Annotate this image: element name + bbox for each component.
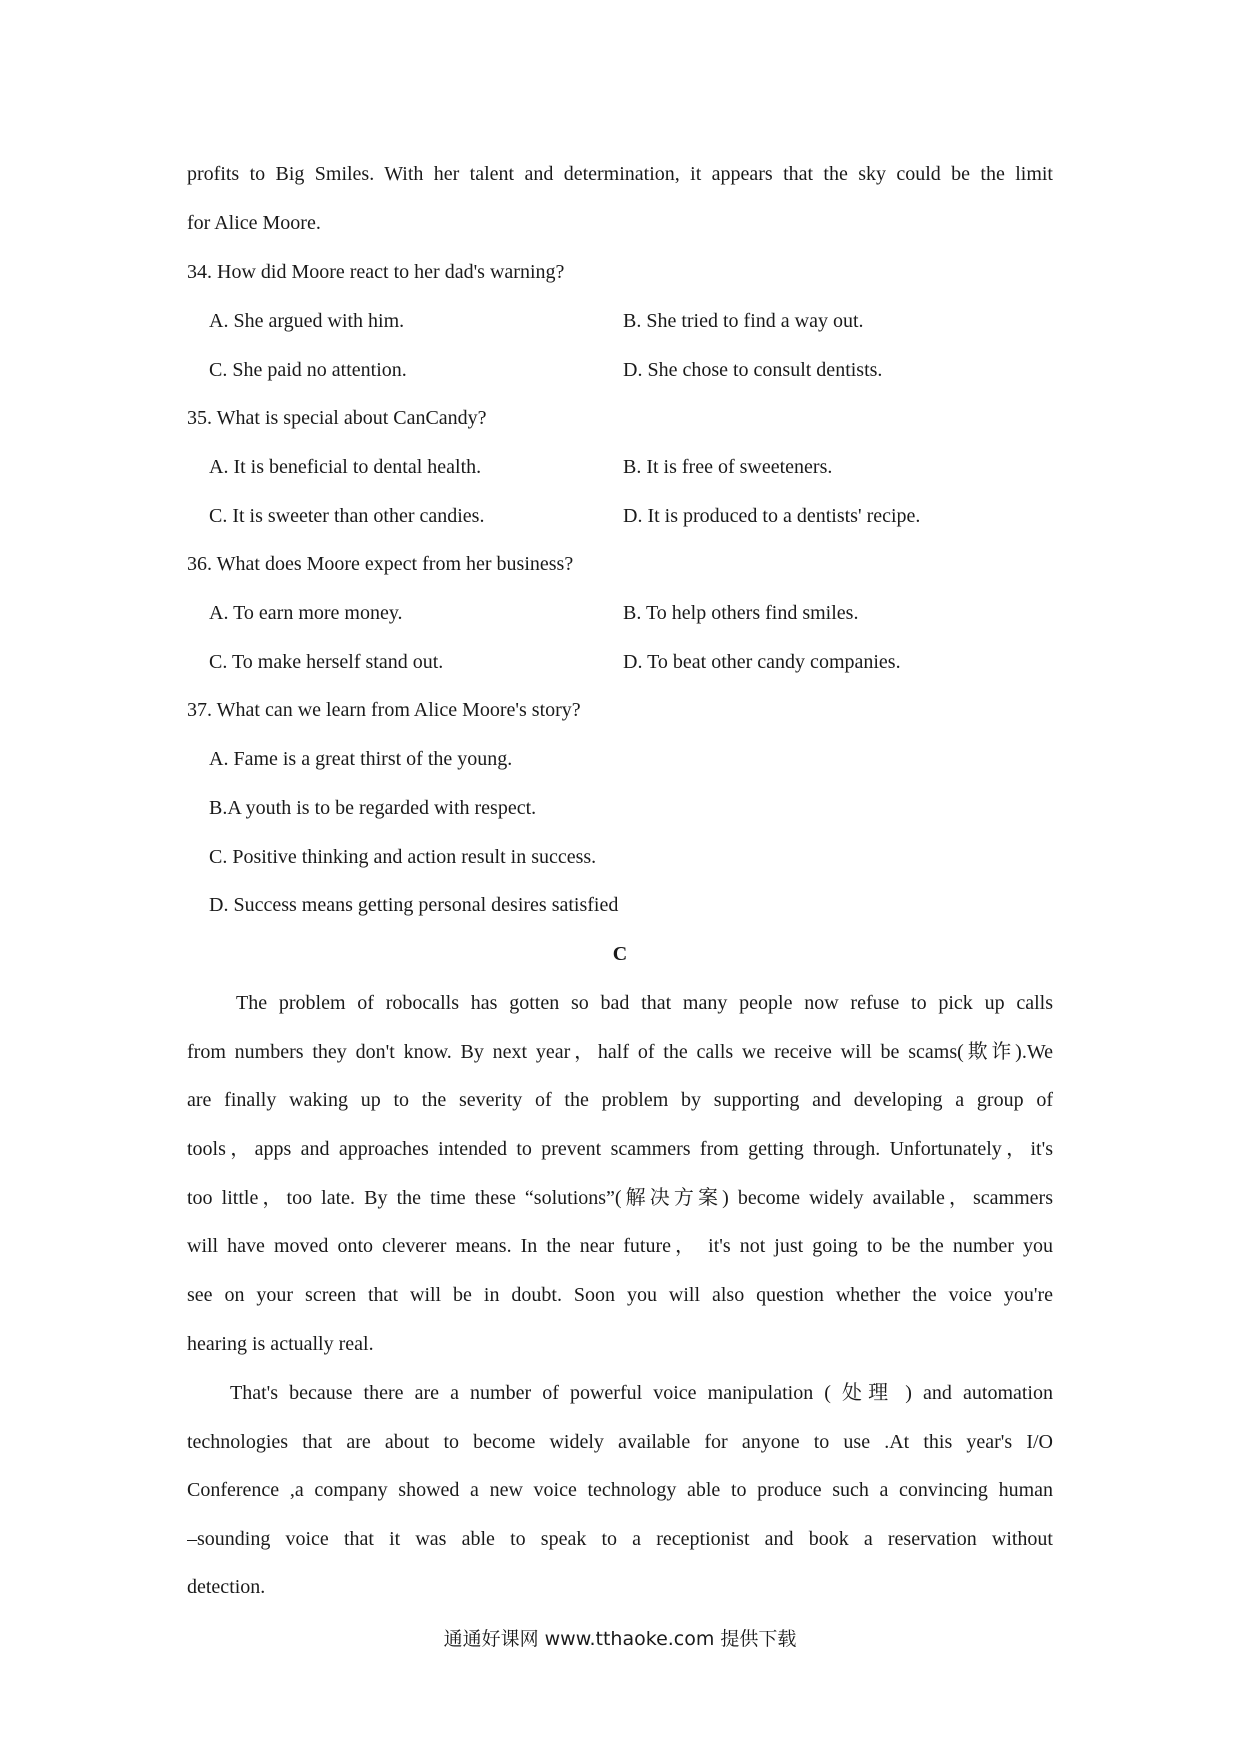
option-b: B. It is free of sweeteners.	[623, 456, 833, 478]
option-d: D. Success means getting personal desires satisfied	[209, 894, 619, 916]
paragraph-line: tools，apps and approaches intended to prevent scammers from getting through. Unfortunately，it's	[187, 1138, 1053, 1160]
paragraph-line: from numbers they don't know. By next year，half of the calls we receive will be scams(欺诈).We	[187, 1041, 1053, 1063]
option-a: A. It is beneficial to dental health.	[209, 456, 482, 478]
option-a: A. Fame is a great thirst of the young.	[209, 748, 513, 770]
paragraph-line: The problem of robocalls has gotten so bad that many people now refuse to pick up calls	[236, 992, 1053, 1014]
paragraph-line: are finally waking up to the severity of the problem by supporting and developing a group of	[187, 1089, 1053, 1111]
option-b: B.A youth is to be regarded with respect.	[209, 797, 537, 819]
footer-source: 通通好课网 www.tthaoke.com 提供下载	[443, 1628, 797, 1650]
passage-b-line: for Alice Moore.	[187, 212, 321, 234]
option-a: A. To earn more money.	[209, 602, 403, 624]
option-d: D. It is produced to a dentists' recipe.	[623, 505, 921, 527]
paragraph-line: see on your screen that will be in doubt. Soon you will also question whether the voice you're	[187, 1284, 1053, 1306]
question-stem: 34. How did Moore react to her dad's warning?	[187, 261, 565, 283]
option-c: C. Positive thinking and action result in success.	[209, 846, 597, 868]
question-stem: 35. What is special about CanCandy?	[187, 407, 487, 429]
paragraph-line: too little，too late. By the time these “solutions”(解决方案) become widely available，scammers	[187, 1187, 1053, 1209]
paragraph-line: That's because there are a number of powerful voice manipulation ( 处理 ) and automation	[230, 1382, 1053, 1404]
paragraph-line: hearing is actually real.	[187, 1333, 374, 1355]
question-stem: 37. What can we learn from Alice Moore's story?	[187, 699, 581, 721]
option-c: C. She paid no attention.	[209, 359, 407, 381]
option-a: A. She argued with him.	[209, 310, 405, 332]
option-d: D. To beat other candy companies.	[623, 651, 901, 673]
option-b: B. She tried to find a way out.	[623, 310, 864, 332]
option-b: B. To help others find smiles.	[623, 602, 859, 624]
option-c: C. It is sweeter than other candies.	[209, 505, 485, 527]
question-stem: 36. What does Moore expect from her business?	[187, 553, 574, 575]
section-heading: C	[612, 943, 628, 965]
paragraph-line: technologies that are about to become widely available for anyone to use .At this year's I/O	[187, 1431, 1053, 1453]
passage-b-line: profits to Big Smiles. With her talent and determination, it appears that the sky could be the limit	[187, 163, 1053, 185]
paragraph-line: Conference ,a company showed a new voice technology able to produce such a convincing human	[187, 1479, 1053, 1501]
option-c: C. To make herself stand out.	[209, 651, 444, 673]
paragraph-line: will have moved onto cleverer means. In the near future， it's not just going to be the number you	[187, 1235, 1053, 1257]
option-d: D. She chose to consult dentists.	[623, 359, 883, 381]
paragraph-line: detection.	[187, 1576, 266, 1598]
paragraph-line: –sounding voice that it was able to speak to a receptionist and book a reservation without	[187, 1528, 1053, 1550]
